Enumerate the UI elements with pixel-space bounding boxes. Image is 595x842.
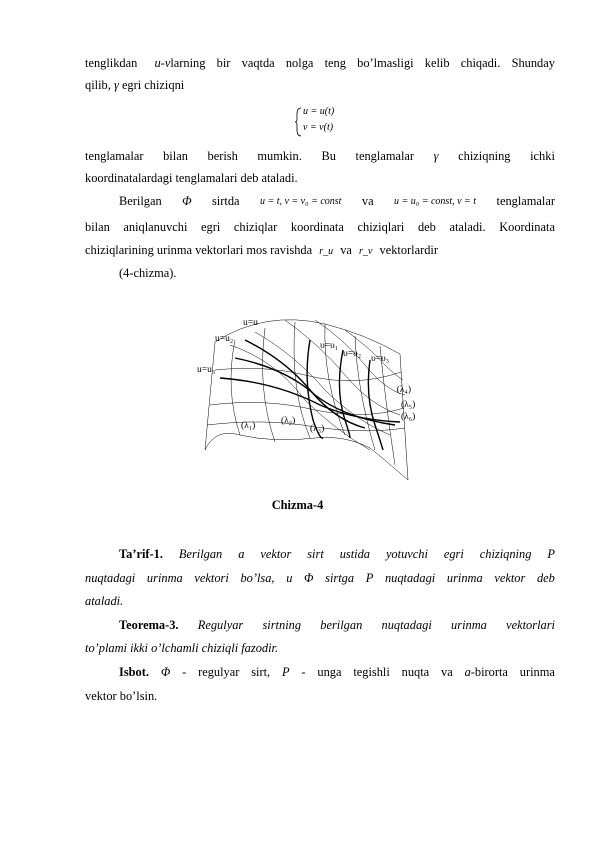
word: mumkin.: [257, 149, 302, 163]
word: koordinata: [290, 220, 344, 234]
proof-line-1: [119, 665, 555, 680]
word: sirtning: [262, 618, 302, 632]
word: nuqtadagi: [381, 618, 432, 632]
math-uv: u-v: [154, 56, 171, 70]
word: kelib: [424, 56, 450, 70]
label-l4: (λ₄): [396, 385, 411, 395]
word: unga: [317, 665, 342, 679]
word: chiziqlarining urinma vektorlari mos ravishda: [85, 243, 313, 257]
math-phi: Φ: [182, 194, 192, 208]
word: chiziqning: [479, 547, 532, 561]
word: Regulyar: [197, 618, 244, 632]
paragraph-3-line-1: [119, 194, 555, 209]
math-p: P: [281, 665, 290, 679]
equation-system: [295, 106, 355, 142]
word: -: [182, 665, 187, 679]
surface-figure: [195, 310, 415, 490]
word: tenglamalar: [85, 149, 144, 163]
word: egri: [201, 220, 221, 234]
equation-2: v = v(t): [303, 122, 334, 133]
word: ataladi.: [449, 220, 486, 234]
word: nolga: [285, 56, 314, 70]
math-rv: r_v: [359, 246, 373, 257]
word: yotuvchi: [385, 547, 428, 561]
word: vektori: [194, 571, 229, 585]
label-v1: υ=υ₁: [320, 341, 339, 351]
surface-outline: [205, 320, 408, 480]
theorem-line-1: [119, 618, 555, 633]
word: urinma: [446, 571, 483, 585]
grid-line: [231, 340, 240, 435]
word: berilgan: [320, 618, 363, 632]
math-phi: Φ: [160, 665, 171, 679]
label-v3: υ=υ₃: [371, 354, 390, 364]
v-line-3: [368, 360, 383, 450]
definition-line-2: [85, 571, 555, 586]
label-l6: (λ₆): [401, 412, 415, 422]
paragraph-2-line-1: [85, 149, 555, 164]
word: qilib,: [85, 78, 111, 92]
word: sirt,: [251, 665, 271, 679]
word: chiziqlari: [357, 220, 405, 234]
word: teng: [324, 56, 346, 70]
paragraph-3-line-4: (4-chizma).: [119, 266, 177, 280]
theorem-line-2: [85, 641, 555, 656]
grid-line: [285, 320, 400, 415]
proof-heading: Isbot.: [119, 665, 149, 679]
math-p: P: [365, 571, 374, 585]
word: vektor: [260, 547, 292, 561]
word: Berilgan: [119, 194, 162, 208]
word: Berilgan: [178, 547, 223, 561]
label-l1: (λ₁): [241, 421, 256, 431]
math-a: a: [238, 547, 245, 561]
word: Bu: [321, 149, 336, 163]
word: aniqlanuvchi: [123, 220, 188, 234]
word: sirt: [307, 547, 324, 561]
proof-line-2: vektor bo’lsin.: [85, 689, 158, 703]
word: berish: [207, 149, 238, 163]
word: nuqtadagi: [85, 571, 136, 585]
word: bir: [216, 56, 231, 70]
word: urinma: [519, 665, 555, 679]
u-line-3: [220, 378, 400, 422]
math-p: P: [547, 547, 555, 561]
word: deb: [536, 571, 555, 585]
word: bilan: [85, 220, 110, 234]
definition-heading: Ta’rif-1.: [119, 547, 163, 561]
word: va: [361, 194, 374, 208]
word: to’plami ikki o’lchamli chiziqli fazodir.: [85, 641, 279, 655]
word: ataladi.: [85, 594, 124, 608]
grid-line: [210, 402, 404, 414]
word: va: [441, 665, 453, 679]
label-u1: u=u: [243, 318, 258, 328]
label-u2: u=u₂: [215, 334, 234, 344]
word: va: [340, 243, 352, 257]
word: bilan: [163, 149, 188, 163]
word: urinma: [451, 618, 487, 632]
word: Shunday: [511, 56, 555, 70]
word: ustida: [339, 547, 370, 561]
math-a: a: [464, 665, 471, 679]
word: u: [286, 571, 293, 585]
math-equation-b: u = u₀ = const, v = t: [394, 196, 477, 207]
theorem-heading: Teorema-3.: [119, 618, 179, 632]
math-equation-a: u = t, v = v₀ = const: [259, 196, 342, 207]
paragraph-2-line-2: koordinatalardagi tenglamalari deb ataladi.: [85, 171, 298, 185]
word: sirtda: [211, 194, 240, 208]
label-u3: u=u₃: [197, 365, 216, 375]
word: sirtga: [325, 571, 355, 585]
word: vektorlardir: [379, 243, 438, 257]
word: regulyar: [198, 665, 240, 679]
word: Koordinata: [499, 220, 555, 234]
equation-1: u = u(t): [303, 106, 335, 117]
word: bo’lsa,: [240, 571, 275, 585]
label-l5: (λ₅): [401, 400, 415, 410]
word: -: [301, 665, 306, 679]
word: tenglamalar: [355, 149, 415, 163]
word: chiziqlar: [233, 220, 278, 234]
definition-line-3: [85, 594, 555, 609]
word: vaqtda: [241, 56, 275, 70]
label-l3: (λ₃): [310, 424, 325, 434]
word: egri chiziqni: [121, 78, 185, 92]
word: nuqta: [401, 665, 430, 679]
word: -birorta: [470, 665, 508, 679]
u-line-2: [235, 358, 395, 425]
math-gamma: γ: [433, 149, 439, 163]
word: ichki: [530, 149, 555, 163]
paragraph-1-line-2: [85, 78, 555, 93]
math-gamma: γ: [113, 78, 119, 92]
word: vektor: [494, 571, 526, 585]
word: deb: [417, 220, 436, 234]
paragraph-3-line-2: [85, 220, 555, 235]
label-v2: υ=υ₂: [343, 349, 362, 359]
math-phi: Φ: [304, 571, 314, 585]
math-ru: r_u: [319, 246, 334, 257]
word: egri: [443, 547, 464, 561]
word: bo’lmasligi: [357, 56, 414, 70]
word: tenglamalar: [496, 194, 555, 208]
word: tegishli: [353, 665, 390, 679]
word: urinma: [146, 571, 183, 585]
word: chiziqning: [458, 149, 511, 163]
figure-caption: Chizma-4: [271, 498, 324, 512]
word: vektorlari: [506, 618, 555, 632]
word: tenglikdan: [85, 56, 138, 70]
paragraph-3-line-3: [85, 243, 555, 259]
paragraph-1-line-1: [85, 56, 555, 71]
word: larning: [170, 56, 206, 70]
word: nuqtadagi: [384, 571, 436, 585]
label-l2: (λ₂): [281, 416, 296, 426]
definition-line-1: [119, 547, 555, 562]
word: chiqadi.: [460, 56, 501, 70]
